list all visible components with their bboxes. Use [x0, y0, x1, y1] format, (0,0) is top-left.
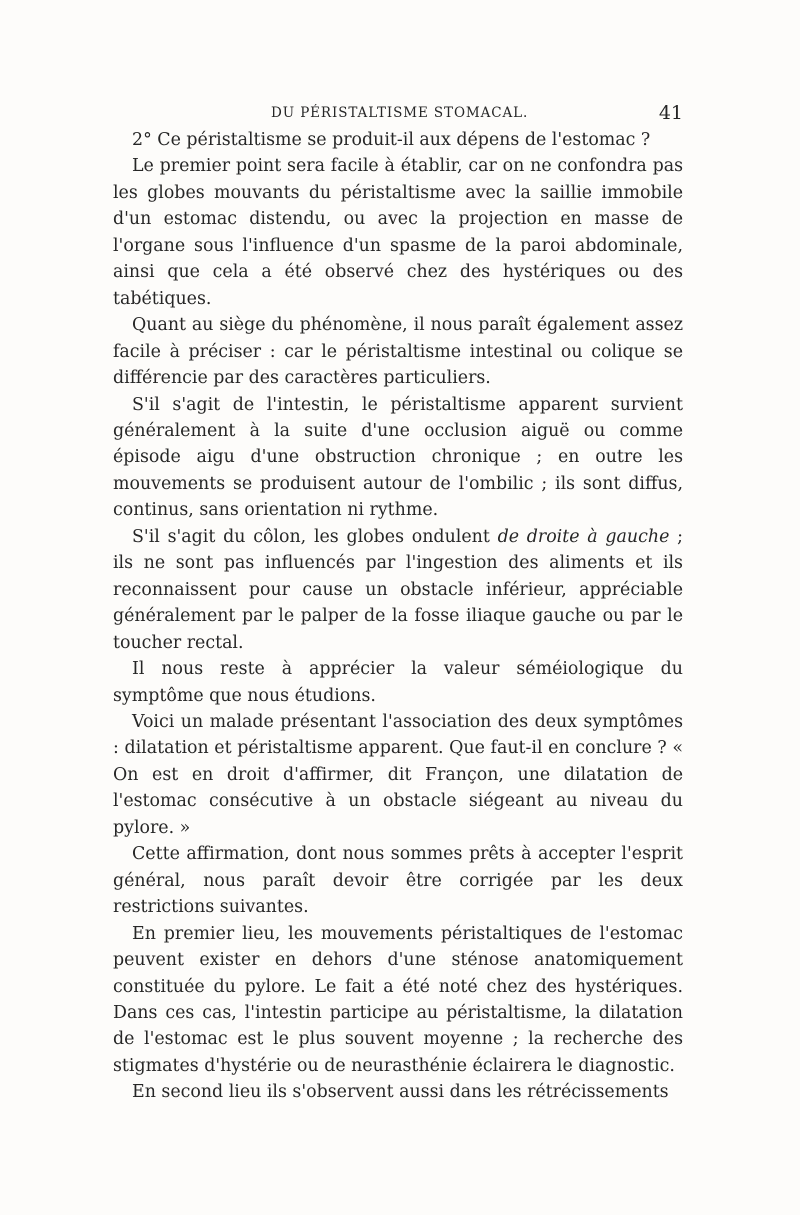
paragraph-colon-start: S'il s'agit du côlon, les globes ondulent	[132, 526, 498, 547]
page-number: 41	[658, 102, 683, 124]
paragraph-patient-example: Voici un malade présentant l'association des deux symptômes : dilatation et péristaltisme apparent. Que faut-il en conclure ? « On est en droit d'affirmer, dit Françon, une dilatation de l'estomac consécutive à un obstacle siégeant au niveau du pylore. »	[113, 711, 683, 838]
paragraph-affirmation: Cette affirmation, dont nous sommes prêts à accepter l'esprit général, nous paraît devoir être corrigée par les deux restrictions suivantes.	[113, 844, 683, 918]
paragraph-question: 2° Ce péristaltisme se produit-il aux dépens de l'estomac ?	[132, 130, 651, 150]
running-head	[113, 102, 683, 126]
italic-emphasis: de droite à gauche	[497, 526, 670, 547]
paragraph-seat-of-phenomenon: Quant au siège du phénomène, il nous paraît également assez facile à préciser : car le péristaltisme intestinal ou colique se différencie par des caractères particuliers.	[113, 315, 683, 389]
paragraph-intestine: S'il s'agit de l'intestin, le péristaltisme apparent survient généralement à la suite d'une occlusion aiguë ou comme épisode aigu d'une obstruction chronique ; en outre les mouvements se produisent autour de l'ombilic ; ils sont diffus, continus, sans orientation ni rythme.	[113, 394, 683, 521]
body-text	[113, 127, 683, 1106]
paragraph-first-restriction: En premier lieu, les mouvements péristaltiques de l'estomac peuvent exister en dehors d'une sténose anatomiquement constituée du pylore. Le fait a été noté chez des hystériques. Dans ces cas, l'intestin participe au péristaltisme, la dilatation de l'estomac est le plus souvent moyenne ; la recherche des stigmates d'hystérie ou de neurasthénie éclairera le diagnostic.	[113, 923, 683, 1076]
paragraph-semiological-value: Il nous reste à apprécier la valeur séméiologique du symptôme que nous étudions.	[113, 659, 683, 706]
paragraph-first-point: Le premier point sera facile à établir, car on ne confondra pas les globes mouvants du péristaltisme avec la saillie immobile d'un estomac distendu, ou avec la projection en masse de l'organe sous l'influence d'un spasme de la paroi abdominale, ainsi que cela a été observé chez des hystériques ou des tabétiques.	[113, 156, 683, 309]
running-title: DU PÉRISTALTISME STOMACAL.	[271, 105, 529, 121]
paragraph-colon-end: ; ils ne sont pas influencés par l'ingestion des aliments et ils reconnaissent pour cause un obstacle inférieur, appréciable généralement par le palper de la fosse iliaque gauche ou par le toucher rectal.	[113, 526, 683, 653]
paragraph-second-restriction: En second lieu ils s'observent aussi dans les rétrécissements	[132, 1082, 669, 1103]
paragraph-colon	[113, 524, 683, 656]
